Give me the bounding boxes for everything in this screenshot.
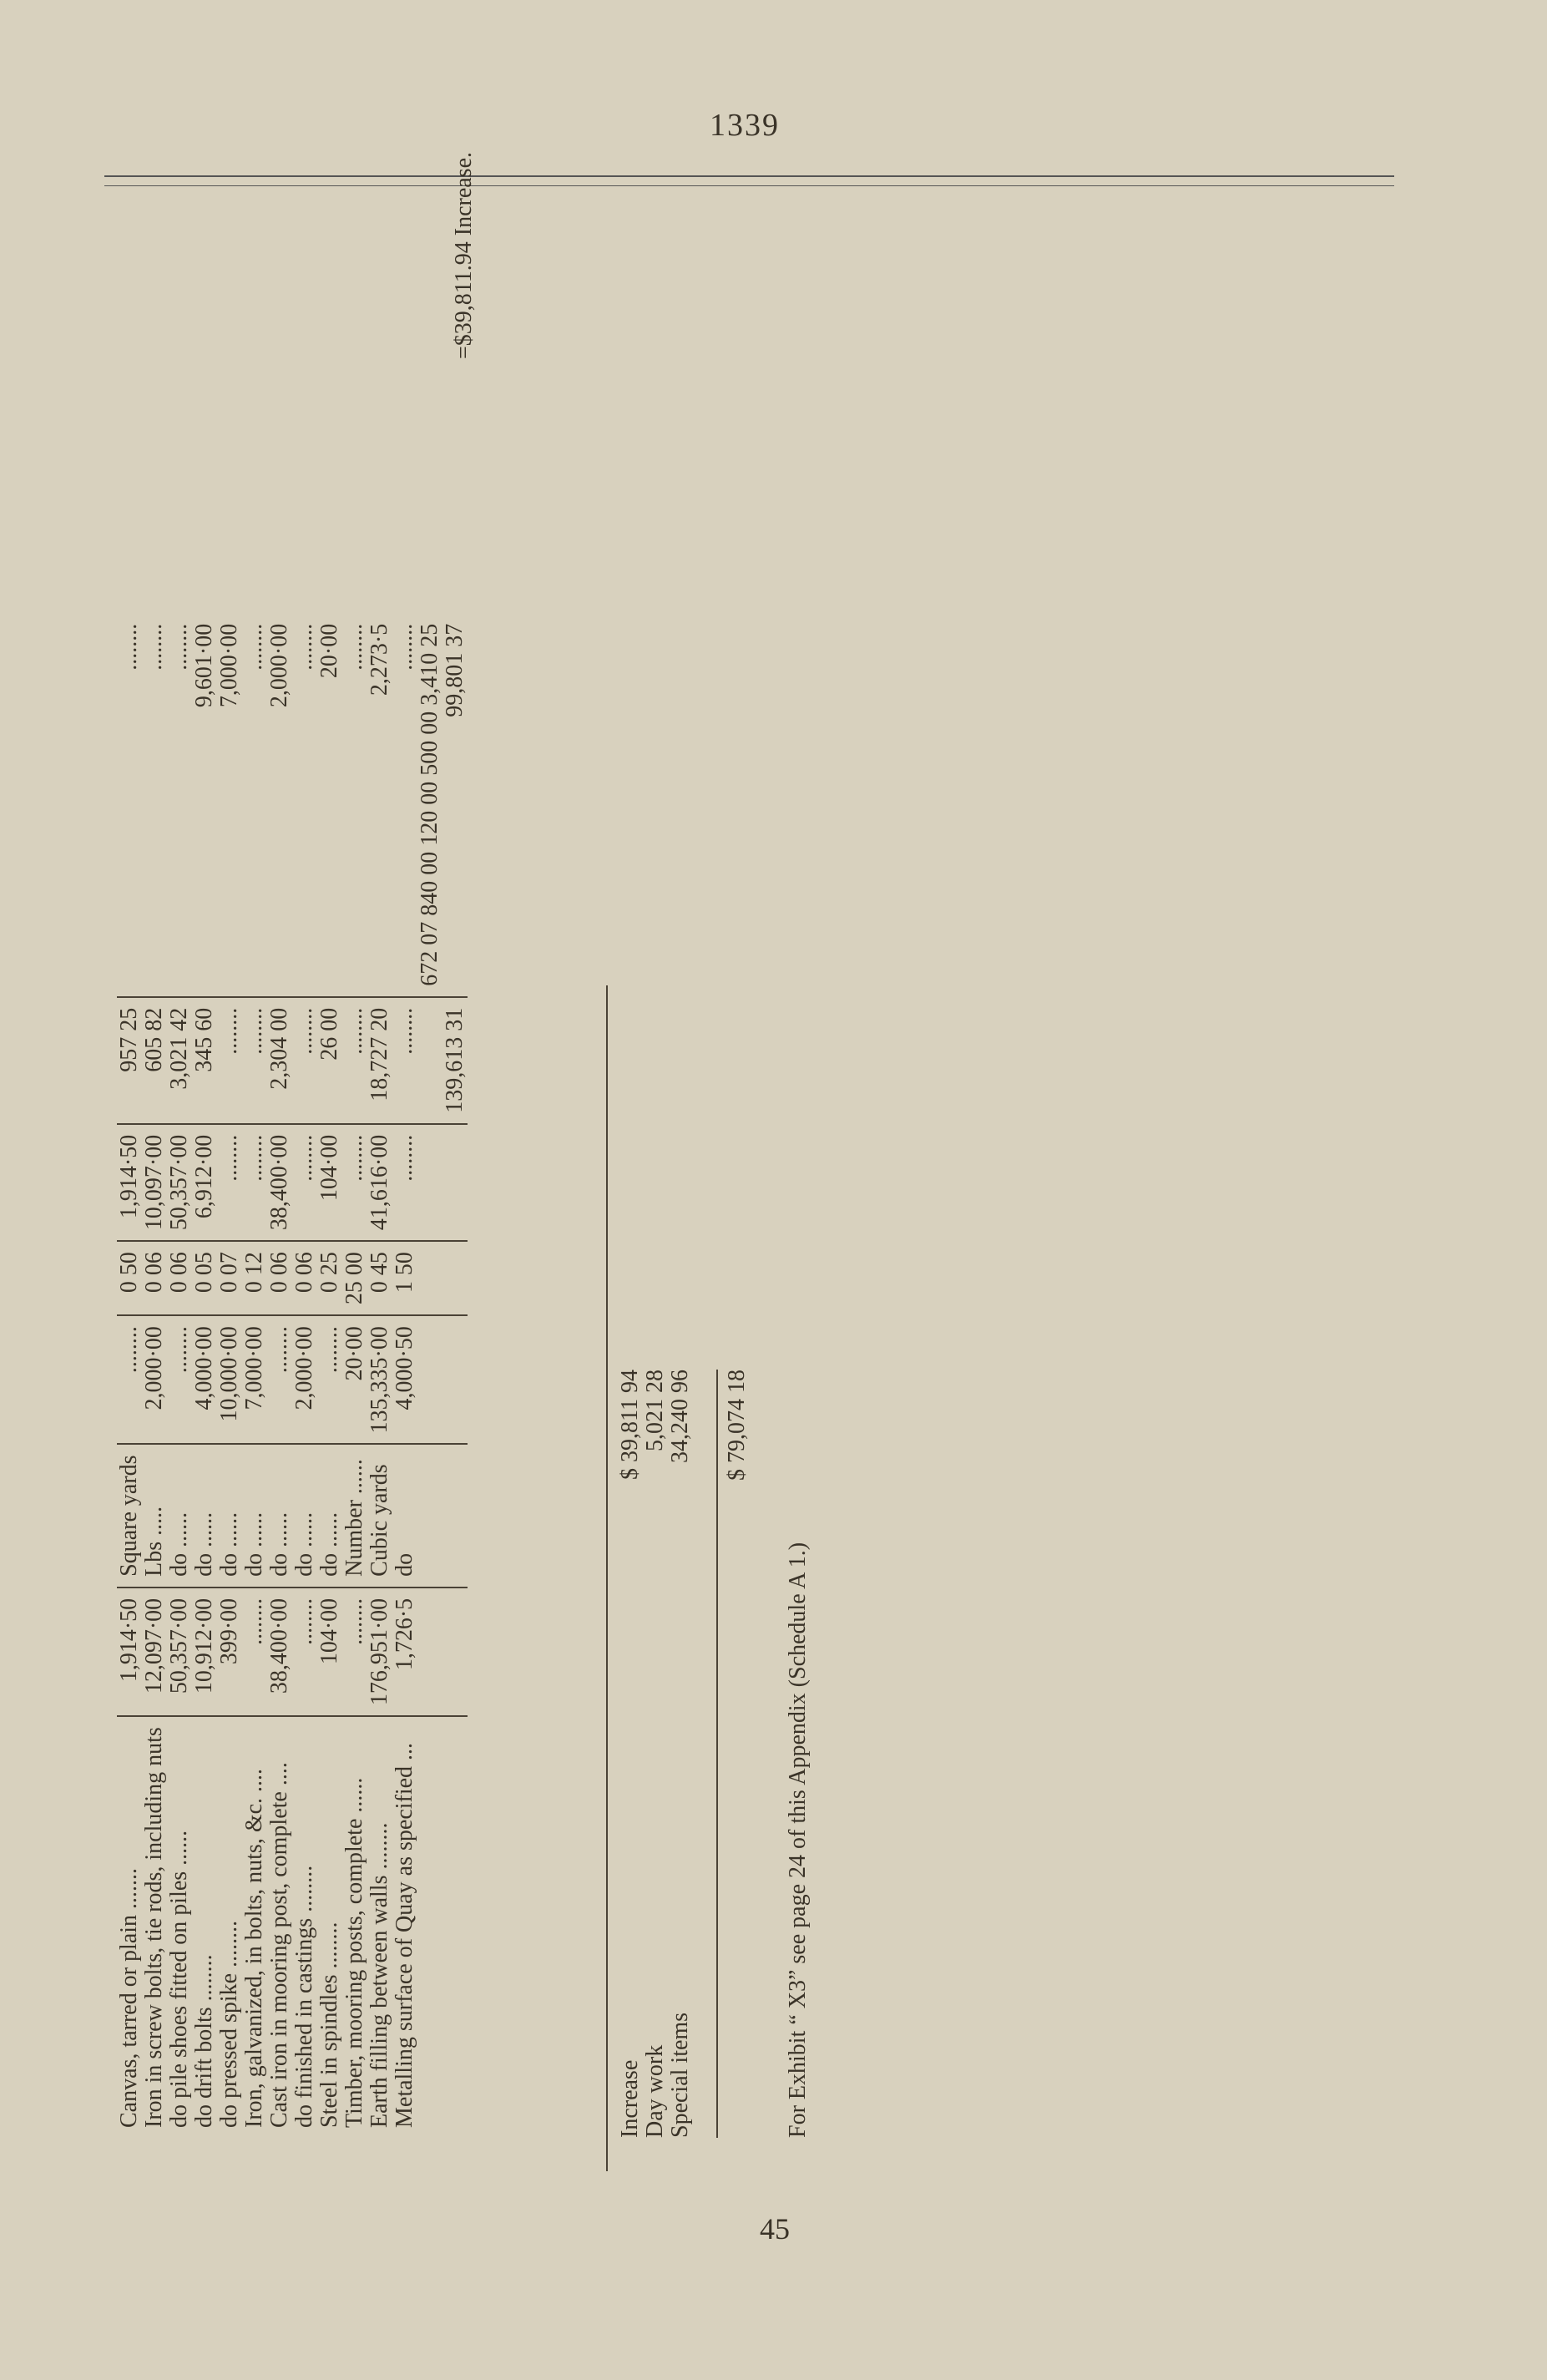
table-cell: ........	[217, 997, 242, 1124]
table-cell: 399·00	[217, 1588, 242, 1716]
summary-label: Special items	[667, 2012, 693, 2138]
total-col-a: 139,613 31	[442, 997, 468, 1124]
summary-value: 5,021 28	[642, 1370, 668, 1451]
table-cell: 0 07	[217, 1241, 242, 1315]
table-cell: ........	[392, 1124, 417, 1241]
table-row	[242, 614, 267, 2138]
table-cell: 0 06	[167, 1241, 192, 1315]
table-cell: 0 06	[142, 1241, 167, 1315]
table-cell: ........	[267, 1315, 292, 1444]
table-cell: 0 05	[192, 1241, 217, 1315]
table-cell: do ......	[292, 1444, 317, 1587]
table-cell: Canvas, tarred or plain .......	[116, 1867, 142, 2128]
table-cell: Iron, galvanized, in bolts, nuts, &c. ....	[241, 1768, 267, 2128]
table-cell: ........	[117, 614, 142, 997]
table-cell: Number ......	[342, 1444, 367, 1587]
table-row	[117, 614, 142, 2138]
table-row	[292, 614, 317, 2138]
table-cell: do ......	[192, 1444, 217, 1587]
table-cell: Square yards	[117, 1444, 142, 1587]
table-row	[192, 614, 217, 2138]
table-cell: ........	[242, 614, 267, 997]
table-cell: 104·00	[317, 1124, 342, 1241]
table-cell: 38,400·00	[267, 1124, 292, 1241]
summary-value: $ 39,811 94	[617, 1370, 643, 1480]
table-cell: 2,000·00	[267, 614, 292, 997]
table-cell: Iron in screw bolts, tie rods, including nuts	[141, 1727, 167, 2128]
table-cell: 4,000·50	[392, 1315, 417, 1444]
extra-values: 672 07 840 00 120 00 500 00 3,410 25	[417, 614, 442, 997]
table-cell: 12,097·00	[142, 1588, 167, 1716]
summary-total	[716, 1370, 750, 2138]
table-cell: ........	[392, 997, 417, 1124]
table-row	[167, 614, 192, 2138]
table-cell: 4,000·00	[192, 1315, 217, 1444]
summary-row	[668, 1370, 693, 2138]
table-cell: 9,601·00	[192, 614, 217, 997]
footnote: For Exhibit “ X3” see page 24 of this Appendix (Schedule A 1.)	[785, 1542, 811, 2138]
table-cell: do	[392, 1444, 417, 1587]
table-cell: do ......	[217, 1444, 242, 1587]
increase-result: =$39,811.94 Increase.	[451, 151, 477, 359]
table-cell: 25 00	[342, 1241, 367, 1315]
table-row	[317, 614, 342, 2138]
table-cell: 0 50	[117, 1241, 142, 1315]
table-cell: do ......	[167, 1444, 192, 1587]
summary-row	[643, 1370, 668, 2138]
table-cell: 0 06	[267, 1241, 292, 1315]
table-cell: 104·00	[317, 1588, 342, 1716]
table-cell: Cast iron in mooring post, complete ....	[266, 1762, 292, 2128]
table-cell: 2,304 00	[267, 997, 292, 1124]
table-cell: 20·00	[317, 614, 342, 997]
table-cell: ........	[342, 1124, 367, 1241]
table-row	[392, 614, 417, 2138]
table-cell: 50,357·00	[167, 1124, 192, 1241]
table-cell: do ......	[267, 1444, 292, 1587]
rotated-schedule	[100, 33, 1269, 2171]
table-cell: ........	[142, 614, 167, 997]
table-cell: ........	[342, 1588, 367, 1716]
table-cell: 18,727 20	[367, 997, 392, 1124]
table-cell: ........	[292, 614, 317, 997]
totals-row	[442, 614, 468, 2138]
extra-values-row	[417, 614, 442, 2138]
total-col-b: 99,801 37	[442, 614, 468, 997]
table-cell: ........	[317, 1315, 342, 1444]
summary-row	[618, 1370, 643, 2138]
table-cell: 2,273·5	[367, 614, 392, 997]
table-cell: 0 25	[317, 1241, 342, 1315]
table-cell: do pressed spike ........	[216, 1920, 242, 2128]
table-row	[267, 614, 292, 2138]
footer-page-number: 45	[760, 2212, 790, 2246]
table-cell: ........	[117, 1315, 142, 1444]
table-cell: ........	[167, 614, 192, 997]
table-row	[342, 614, 367, 2138]
table-row	[367, 614, 392, 2138]
summary-label: Increase	[617, 2059, 643, 2138]
table-cell: ........	[242, 1588, 267, 1716]
table-cell: ........	[392, 614, 417, 997]
table-cell: 7,000·00	[217, 614, 242, 997]
table-cell: 1,914·50	[117, 1124, 142, 1241]
table-cell: ........	[167, 1315, 192, 1444]
table-cell: 2,000·00	[142, 1315, 167, 1444]
table-cell: 0 12	[242, 1241, 267, 1315]
table-cell: 1 50	[392, 1241, 417, 1315]
schedule-table	[117, 614, 468, 2138]
table-cell: ........	[342, 997, 367, 1124]
table-cell: 50,357·00	[167, 1588, 192, 1716]
table-cell: ........	[292, 1124, 317, 1241]
table-cell: 605 82	[142, 997, 167, 1124]
table-cell: 10,000·00	[217, 1315, 242, 1444]
table-cell: do pile shoes fitted on piles ......	[166, 1830, 192, 2128]
table-cell: 6,912·00	[192, 1124, 217, 1241]
table-cell: 1,914·50	[117, 1588, 142, 1716]
table-cell: 345 60	[192, 997, 217, 1124]
table-cell: ........	[292, 997, 317, 1124]
table-cell: do ......	[317, 1444, 342, 1587]
table-row	[142, 614, 167, 2138]
table-cell: 10,097·00	[142, 1124, 167, 1241]
table-cell: 10,912·00	[192, 1588, 217, 1716]
table-cell: 1,726·5	[392, 1588, 417, 1716]
table-cell: Timber, mooring posts, complete ......	[341, 1777, 367, 2128]
table-cell: do drift bolts ........	[191, 1954, 217, 2128]
table-cell: 26 00	[317, 997, 342, 1124]
table-cell: do ......	[242, 1444, 267, 1587]
table-cell: 41,616·00	[367, 1124, 392, 1241]
table-cell: Metalling surface of Quay as specified ...	[392, 1742, 417, 2128]
table-cell: ........	[342, 614, 367, 997]
table-cell: 2,000·00	[292, 1315, 317, 1444]
table-cell: 0 45	[367, 1241, 392, 1315]
table-row	[217, 614, 242, 2138]
table-cell: ........	[242, 1124, 267, 1241]
table-cell: 20·00	[342, 1315, 367, 1444]
table-cell: 38,400·00	[267, 1588, 292, 1716]
table-cell: 957 25	[117, 997, 142, 1124]
table-cell: do finished in castings ........	[291, 1865, 317, 2128]
summary	[618, 1370, 750, 2138]
table-cell: Lbs .....	[142, 1444, 167, 1587]
separator	[606, 985, 608, 2171]
table-cell: ........	[242, 997, 267, 1124]
table-cell: ........	[217, 1124, 242, 1241]
table-cell: 0 06	[292, 1241, 317, 1315]
table-cell: ........	[292, 1588, 317, 1716]
table-cell: 135,335·00	[367, 1315, 392, 1444]
table-cell: Earth filling between walls ........	[367, 1822, 392, 2128]
table-cell: Steel in spindles ........	[316, 1922, 342, 2128]
table-cell: Cubic yards	[367, 1444, 392, 1587]
summary-label: Day work	[642, 2044, 668, 2138]
summary-total-value: $ 79,074 18	[724, 1370, 750, 1481]
table-cell: 3,021 42	[167, 997, 192, 1124]
summary-value: 34,240 96	[667, 1370, 693, 1463]
table-cell: 176,951·00	[367, 1588, 392, 1716]
table-cell: 7,000·00	[242, 1315, 267, 1444]
page-number: 1339	[710, 108, 780, 143]
